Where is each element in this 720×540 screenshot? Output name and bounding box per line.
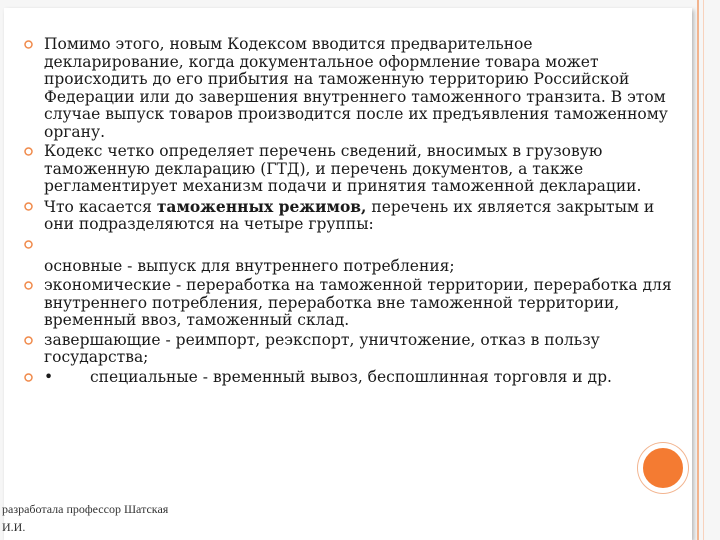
circle-bullet-icon — [24, 202, 33, 211]
list-item-text: Помимо этого, новым Кодексом вводится предварительное декларирование, когда документальное оформление товара может происходить до его прибытия на таможенную территорию Российской Федерации или до завершения внутреннего таможенного транзита. В этом случае выпуск товаров производится после их предъявления таможенному органу. — [44, 35, 668, 141]
list-item — [14, 198, 674, 234]
list-item-text-after: перечень их является закрытым и они подразделяются на четыре группы: — [44, 197, 655, 233]
author-initials: И.И. — [2, 520, 26, 534]
sub-bullet-dot: • — [44, 367, 54, 386]
list-item — [14, 36, 674, 141]
circle-bullet-icon — [24, 40, 33, 49]
list-item-text: экономические - переработка на таможенной территории, переработка для внутреннего потребления, переработка вне таможенной территории, временный ввоз, таможенный склад. — [44, 276, 672, 329]
list-item — [14, 369, 674, 387]
circle-bullet-icon — [24, 147, 33, 156]
list-item-text: основные - выпуск для внутреннего потребления; — [44, 256, 455, 275]
list-item — [14, 277, 674, 330]
circle-bullet-icon — [24, 373, 33, 382]
list-item-text-before: Что касается — [44, 197, 157, 216]
author-line: разработала профессор Шатская — [2, 502, 169, 516]
list-item-empty — [14, 236, 674, 256]
author-footer — [2, 500, 222, 536]
list-item — [14, 258, 674, 276]
list-item — [14, 332, 674, 367]
decorative-circle — [638, 443, 688, 493]
circle-bullet-icon — [24, 281, 33, 290]
list-item-text: Кодекс четко определяет перечень сведений, вносимых в грузовую таможенную декларацию (ГТД), и перечень документов, а также регламентирует механизм подачи и принятия таможенной декларации. — [44, 142, 642, 195]
circle-bullet-icon — [24, 336, 33, 345]
decorative-border-line-inner — [703, 0, 704, 540]
list-item-text: специальные - временный вывоз, беспошлинная торговля и др. — [90, 367, 612, 386]
decorative-border-line — [697, 0, 699, 540]
list-item-text-bold: таможенных режимов, — [156, 196, 367, 216]
list-item-text: завершающие - реимпорт, реэкспорт, уничтожение, отказ в пользу государства; — [44, 330, 600, 366]
list-item — [14, 143, 674, 196]
circle-bullet-icon — [24, 240, 33, 249]
bullet-list — [14, 36, 674, 386]
